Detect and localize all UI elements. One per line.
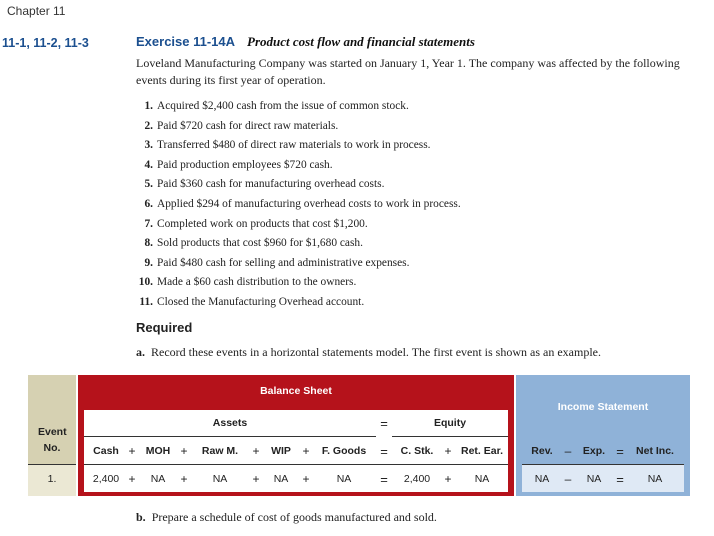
- event-number: 9.: [144, 256, 153, 269]
- event-number: 8.: [144, 237, 153, 250]
- event-item: [120, 195, 461, 215]
- row-plus-3: +: [252, 472, 260, 486]
- plus-1: +: [128, 444, 136, 458]
- event-item: [120, 215, 461, 235]
- row-plus-1: +: [128, 472, 136, 486]
- event-text: Applied $294 of manufacturing overhead costs to work in process.: [157, 197, 461, 210]
- requirement-b-label: b.: [136, 510, 146, 524]
- col-raw-materials: Raw M.: [201, 445, 239, 457]
- event-text: Paid $480 cash for selling and administrative expenses.: [157, 256, 410, 269]
- event-item: [120, 234, 461, 254]
- row-cash: 2,400: [92, 473, 120, 485]
- event-item: [120, 273, 461, 293]
- requirement-b: [136, 510, 437, 525]
- exercise-number: Exercise 11-14A: [136, 34, 236, 49]
- col-revenue: Rev.: [531, 445, 553, 457]
- exercise-title: [136, 34, 475, 50]
- intro-paragraph: Loveland Manufacturing Company was started on January 1, Year 1. The company was affected by the following events during its first year of operation.: [136, 56, 680, 87]
- event-number: 5.: [144, 178, 153, 191]
- plus-2: +: [180, 444, 188, 458]
- row-revenue: NA: [534, 473, 550, 485]
- equals-income-header: =: [616, 443, 624, 459]
- row-net-income: NA: [647, 473, 663, 485]
- row-minus: –: [564, 472, 572, 486]
- event-number: 10.: [138, 276, 153, 289]
- col-cash: Cash: [93, 445, 119, 457]
- event-text: Closed the Manufacturing Overhead account.: [157, 295, 365, 308]
- requirement-a: [136, 345, 601, 360]
- row-raw-materials: NA: [212, 473, 228, 485]
- row-expenses: NA: [586, 473, 602, 485]
- required-heading: Required: [136, 320, 193, 335]
- exercise-subtitle: Product cost flow and financial statements: [247, 34, 475, 49]
- col-common-stock: C. Stk.: [400, 445, 434, 457]
- plus-3: +: [252, 444, 260, 458]
- event-number: 7.: [144, 217, 153, 230]
- col-finished-goods: F. Goods: [321, 445, 367, 457]
- assets-label: Assets: [212, 417, 248, 429]
- learning-objectives: 11-1, 11-2, 11-3: [2, 36, 89, 50]
- event-text: Transferred $480 of direct raw materials to work in process.: [157, 139, 431, 152]
- event-label-line1: Event: [38, 426, 67, 438]
- equity-underline: [392, 436, 508, 437]
- minus-header: –: [564, 444, 572, 458]
- event-number: 4.: [144, 158, 153, 171]
- row-wip: NA: [273, 473, 289, 485]
- row-common-stock: 2,400: [403, 473, 431, 485]
- requirement-b-text: Prepare a schedule of cost of goods manufactured and sold.: [151, 510, 437, 524]
- event-label-line2: No.: [43, 442, 61, 454]
- col-net-income: Net Inc.: [636, 445, 674, 457]
- row-equals-income: =: [616, 471, 624, 487]
- event-header-divider: [28, 464, 76, 465]
- row-moh: NA: [150, 473, 166, 485]
- row-retained-earnings: NA: [474, 473, 490, 485]
- event-number: 1.: [144, 100, 153, 112]
- chapter-label: Chapter 11: [7, 4, 66, 18]
- row-plus-4: +: [302, 472, 310, 486]
- equals-header: =: [380, 443, 388, 459]
- event-item: [120, 156, 461, 176]
- col-wip: WIP: [271, 445, 291, 457]
- plus-4: +: [302, 444, 310, 458]
- col-moh: MOH: [145, 445, 171, 457]
- requirement-a-text: Record these events in a horizontal statements model. The first event is shown as an example.: [151, 345, 601, 359]
- event-text: Paid production employees $720 cash.: [157, 158, 333, 171]
- event-text: Paid $720 cash for direct raw materials.: [157, 119, 339, 132]
- event-item: [120, 136, 461, 156]
- row-plus-2: +: [180, 472, 188, 486]
- event-item: [120, 175, 461, 195]
- income-statement-title: Income Statement: [557, 401, 649, 413]
- event-item: [120, 254, 461, 274]
- event-number: 2.: [144, 119, 153, 132]
- income-header-divider: [522, 464, 684, 465]
- event-text: Paid $360 cash for manufacturing overhead costs.: [157, 178, 385, 191]
- event-number: 6.: [144, 197, 153, 210]
- event-list: [120, 97, 461, 313]
- header-row-divider: [84, 464, 508, 465]
- requirement-a-label: a.: [136, 345, 145, 359]
- balance-sheet-title: Balance Sheet: [260, 385, 332, 397]
- row-plus-5: +: [444, 472, 452, 486]
- row-finished-goods: NA: [336, 473, 352, 485]
- event-text: Acquired $2,400 cash from the issue of common stock.: [157, 100, 409, 112]
- event-item: [120, 97, 461, 117]
- event-text: Sold products that cost $960 for $1,680 cash.: [157, 237, 363, 250]
- balance-sheet-sides-right: [508, 410, 514, 496]
- equity-label: Equity: [433, 417, 467, 429]
- col-retained-earnings: Ret. Ear.: [460, 445, 504, 457]
- assets-underline: [84, 436, 376, 437]
- event-number: 3.: [144, 139, 153, 152]
- event-text: Completed work on products that cost $1,200.: [157, 217, 368, 230]
- row-equals: =: [380, 471, 388, 487]
- statements-model-table: [28, 375, 690, 496]
- accounting-equation-equals-top: =: [380, 415, 388, 431]
- plus-5: +: [444, 444, 452, 458]
- row-event-number: 1.: [47, 473, 57, 485]
- event-item: [120, 293, 461, 313]
- event-number: 11.: [139, 295, 153, 308]
- event-item: [120, 117, 461, 137]
- col-expenses: Exp.: [582, 445, 606, 457]
- event-text: Made a $60 cash distribution to the owners.: [157, 276, 357, 289]
- balance-sheet-bottom: [78, 492, 514, 496]
